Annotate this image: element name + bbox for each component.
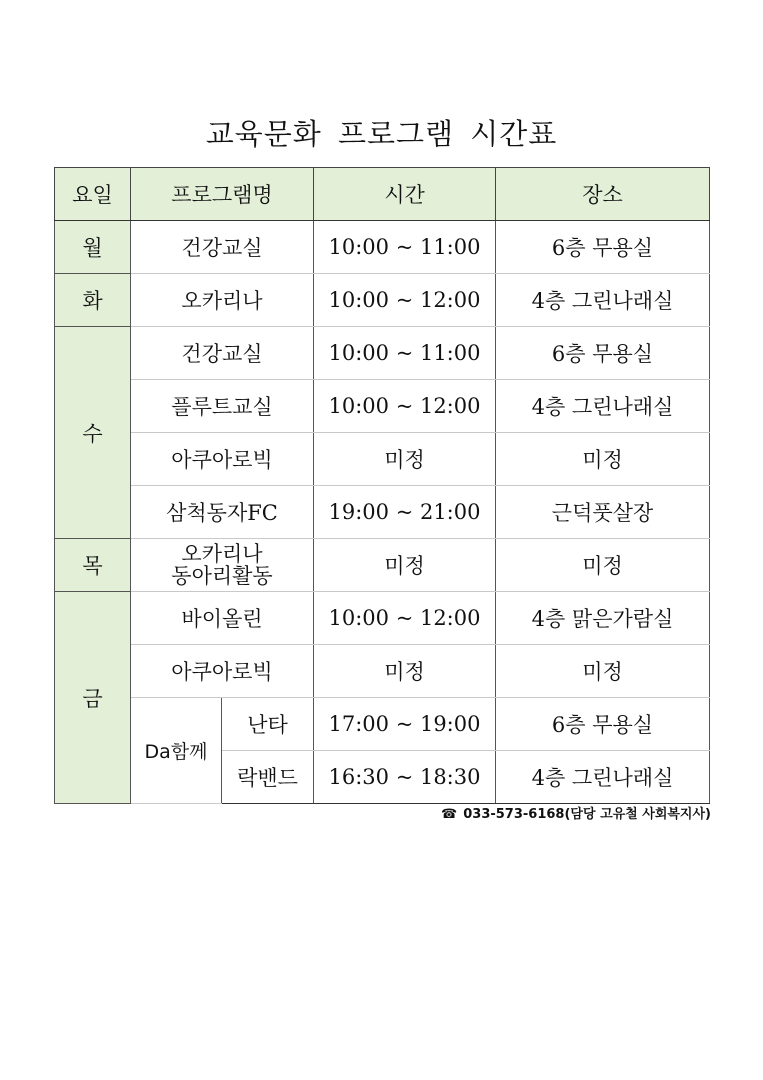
place-cell: 6층 무용실 [496,221,710,274]
time-cell: 10:00 ~ 12:00 [314,380,496,433]
place-cell: 4층 그린나래실 [496,751,710,804]
place-cell: 근덕풋살장 [496,486,710,539]
place-cell: 4층 그린나래실 [496,380,710,433]
table-row [55,645,710,698]
header-place: 장소 [496,168,710,221]
table-row [55,221,710,274]
program-line-1: 오카리나 [181,542,263,566]
day-cell-mon: 월 [55,221,131,274]
program-sub-cell: 락밴드 [222,751,314,804]
program-line-2: 동아리활동 [171,564,273,588]
table-row [55,433,710,486]
phone-icon: ☎ [441,807,458,822]
time-cell: 미정 [314,433,496,486]
place-cell: 미정 [496,539,710,592]
time-cell: 미정 [314,645,496,698]
program-cell: 플루트교실 [131,380,314,433]
program-cell: 건강교실 [131,327,314,380]
contact-text: 033-573-6168(담당 고유철 사회복지사) [463,807,711,822]
time-cell: 10:00 ~ 11:00 [314,327,496,380]
header-day: 요일 [55,168,131,221]
place-cell: 4층 맑은가람실 [496,592,710,645]
table-header-row [55,168,710,221]
time-cell: 10:00 ~ 12:00 [314,592,496,645]
table-row [55,592,710,645]
page-title: 교육문화 프로그램 시간표 [205,117,558,151]
time-cell: 미정 [314,539,496,592]
table-row [55,380,710,433]
schedule-table [54,167,710,804]
place-cell: 미정 [496,645,710,698]
day-cell-wed: 수 [55,327,131,539]
header-time: 시간 [314,168,496,221]
program-cell [131,539,314,592]
place-cell: 4층 그린나래실 [496,274,710,327]
day-cell-tue: 화 [55,274,131,327]
table-row [55,698,710,751]
header-program: 프로그램명 [131,168,314,221]
program-cell: 오카리나 [131,274,314,327]
place-cell: 6층 무용실 [496,327,710,380]
place-cell: 6층 무용실 [496,698,710,751]
program-cell: 아쿠아로빅 [131,433,314,486]
table-row [55,327,710,380]
program-cell: 삼척동자FC [131,486,314,539]
table-row [55,274,710,327]
contact-footer [441,803,711,822]
program-cell: 건강교실 [131,221,314,274]
time-cell: 17:00 ~ 19:00 [314,698,496,751]
time-cell: 19:00 ~ 21:00 [314,486,496,539]
day-cell-thu: 목 [55,539,131,592]
time-cell: 10:00 ~ 11:00 [314,221,496,274]
program-sub-cell: 난타 [222,698,314,751]
day-cell-fri: 금 [55,592,131,804]
program-cell: 바이올린 [131,592,314,645]
table-row [55,539,710,592]
program-cell: 아쿠아로빅 [131,645,314,698]
program-group-cell: Da함께 [131,698,222,804]
table-row [55,486,710,539]
place-cell: 미정 [496,433,710,486]
time-cell: 16:30 ~ 18:30 [314,751,496,804]
time-cell: 10:00 ~ 12:00 [314,274,496,327]
